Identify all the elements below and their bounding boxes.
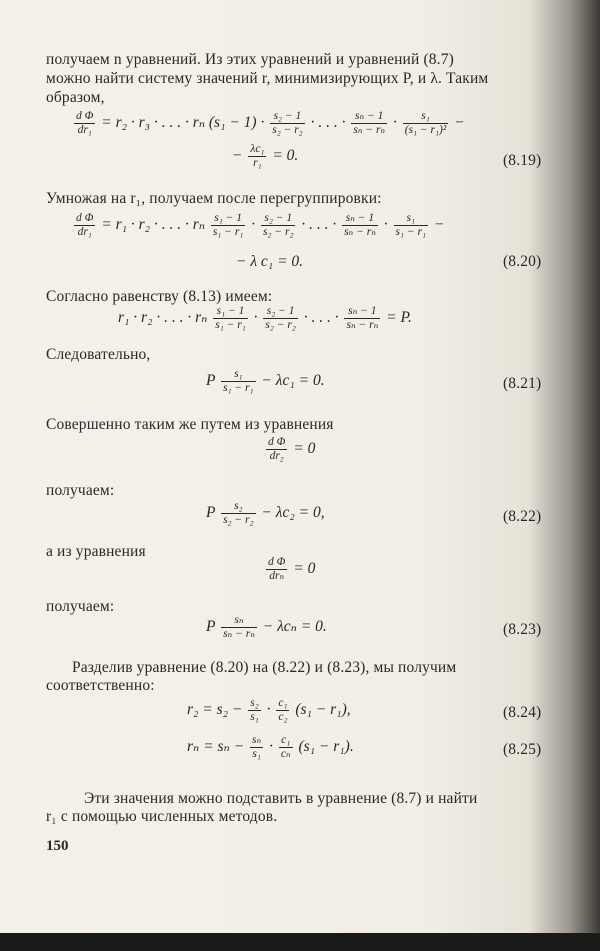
fraction: $\frac{\text{sₙ}}{\text{s₁}}$ bbox=[252, 734, 262, 760]
fraction: $\frac{\text{s₂ − 1}}{\text{s₂ − r₂}}$ bbox=[272, 110, 303, 136]
paragraph-line: Эти значения можно подставить в уравнение (8.7) и найти bbox=[84, 790, 478, 807]
fraction: d Φ drₙ bbox=[268, 556, 286, 582]
paragraph-line: образом, bbox=[46, 89, 105, 106]
paragraph-line: Умножая на r₁, получаем после перегруппировки: bbox=[46, 190, 382, 207]
paragraph-line: получаем: bbox=[46, 598, 115, 615]
page-number: 150 bbox=[46, 838, 69, 854]
fraction: $\frac{\text{s₂}}{\text{s₂ − r₂}}$ bbox=[223, 500, 254, 526]
equation-8-13: r₁ · r₂ · . . . · rₙ $\frac{\text{s₁ − 1}}{\text{s₁ − r₁}}$ · $\frac{\text{s₂ − 1}}{\text{s₂ − r₂}}$ · . . . · $\frac{\text{sₙ − 1}}{\text{sₙ − rₙ}}$ = P. bbox=[118, 305, 412, 331]
equation-8-20-line-2: − λ c₁ = 0. bbox=[236, 253, 304, 270]
fraction: $\frac{\text{s₁}}{\text{s₁ − r₁}}$ bbox=[395, 212, 426, 238]
fraction: $\frac{\text{d Φ}}{\text{dr₂}}$ bbox=[268, 436, 286, 462]
equation-number: (8.25) bbox=[503, 741, 542, 758]
fraction: $\frac{\text{c₁}}{\text{c₂}}$ bbox=[278, 697, 288, 723]
equation-number: (8.24) bbox=[503, 704, 542, 721]
equation-dphi-dr2: $\frac{\text{d Φ}}{\text{dr₂}}$ = 0 bbox=[268, 436, 316, 462]
paragraph-line: Согласно равенству (8.13) имеем: bbox=[46, 288, 273, 305]
fraction: $\frac{\text{sₙ}}{\text{sₙ − rₙ}}$ bbox=[223, 614, 255, 640]
paragraph-line: можно найти систему значений r, минимизирующих P, и λ. Таким bbox=[46, 70, 489, 87]
paragraph-line: Следовательно, bbox=[46, 346, 151, 363]
fraction: $\frac{\text{sₙ − 1}}{\text{sₙ − rₙ}}$ bbox=[344, 212, 376, 238]
equation-8-22: P $\frac{\text{s₂}}{\text{s₂ − r₂}}$ − λc₂ = 0, bbox=[206, 500, 325, 526]
paragraph-line: соответственно: bbox=[46, 677, 155, 694]
fraction: $\frac{\text{sₙ − 1}}{\text{sₙ − rₙ}}$ bbox=[346, 305, 379, 331]
paragraph-line: Совершенно таким же путем из уравнения bbox=[46, 416, 334, 433]
fraction: $\frac{\text{s₁}}{\text{s₁ − r₁}}$ bbox=[223, 368, 254, 394]
fraction: $\frac{\text{d Φ}}{\text{dr₁}}$ bbox=[76, 212, 94, 238]
paragraph-line: получаем: bbox=[46, 482, 115, 499]
fraction: $\frac{\text{sₙ − 1}}{\text{sₙ − rₙ}}$ bbox=[353, 110, 386, 136]
fraction: $\frac{\text{s₂ − 1}}{\text{s₂ − r₂}}$ bbox=[265, 305, 296, 331]
equation-8-21: P $\frac{\text{s₁}}{\text{s₁ − r₁}}$ − λc₁ = 0. bbox=[206, 368, 325, 394]
equation-8-19-line-2: − $\frac{\text{λc₁}}{\text{r₁}}$ = 0. bbox=[232, 143, 299, 169]
fraction: $\frac{\text{d Φ}}{\text{dr₁}}$ bbox=[76, 110, 94, 136]
paragraph-line: r₁ с помощью численных методов. bbox=[46, 808, 278, 825]
fraction: $\frac{\text{s₁ − 1}}{\text{s₁ − r₁}}$ bbox=[212, 212, 244, 238]
equation-8-25: rₙ = sₙ − $\frac{\text{sₙ}}{\text{s₁}}$ · $\frac{\text{c₁}}{\text{cₙ}}$ (s₁ − r₁). bbox=[187, 734, 354, 760]
paragraph-line: а из уравнения bbox=[46, 543, 146, 560]
paragraph-line: Разделив уравнение (8.20) на (8.22) и (8.23), мы получим bbox=[72, 659, 457, 676]
equation-number: (8.22) bbox=[503, 508, 542, 525]
equation-number: (8.23) bbox=[503, 621, 542, 638]
equation-number: (8.20) bbox=[503, 253, 542, 270]
fraction: $\frac{\text{c₁}}{\text{cₙ}}$ bbox=[280, 734, 291, 760]
fraction: $\frac{\text{s₂}}{\text{s₁}}$ bbox=[250, 697, 259, 723]
equation-8-19-line-1: $\frac{\text{d Φ}}{\text{dr₁}}$ = r₂ · r₃ · . . . · rₙ (s₁ − 1) · $\frac{\text{s₂ − 1}}{\text{s₂ − r₂}}$ · . . . · $\frac{\text{sₙ − 1}}{\text{sₙ − rₙ}}$ · $\frac{\text{s₁}}{\text{(s₁ − r₁)²}}$ − bbox=[76, 110, 465, 136]
equation-8-23: P $\frac{\text{sₙ}}{\text{sₙ − rₙ}}$ − λcₙ = 0. bbox=[206, 614, 327, 640]
fraction: $\frac{\text{s₁ − 1}}{\text{s₁ − r₁}}$ bbox=[215, 305, 246, 331]
equation-dphi-drn: d Φ drₙ = 0 bbox=[268, 556, 316, 582]
fraction: $\frac{\text{λc₁}}{\text{r₁}}$ bbox=[250, 143, 265, 169]
equation-8-24: r₂ = s₂ − $\frac{\text{s₂}}{\text{s₁}}$ · $\frac{\text{c₁}}{\text{c₂}}$ (s₁ − r₁), bbox=[187, 697, 351, 723]
paragraph-line: получаем n уравнений. Из этих уравнений и уравнений (8.7) bbox=[46, 51, 454, 68]
fraction: $\frac{\text{s₁}}{\text{(s₁ − r₁)²}}$ bbox=[404, 110, 447, 136]
fraction: $\frac{\text{s₂ − 1}}{\text{s₂ − r₂}}$ bbox=[262, 212, 294, 238]
equation-number: (8.21) bbox=[503, 375, 542, 392]
equation-number: (8.19) bbox=[503, 152, 542, 169]
equation-8-20-line-1: $\frac{\text{d Φ}}{\text{dr₁}}$ = r₁ · r₂ · . . . · rₙ $\frac{\text{s₁ − 1}}{\text{s₁ − r₁}}$ · $\frac{\text{s₂ − 1}}{\text{s₂ − r₂}}$ · . . . · $\frac{\text{sₙ − 1}}{\text{sₙ − rₙ}}$ · $\frac{\text{s₁}}{\text{s₁ − r₁}}$ − bbox=[76, 212, 445, 238]
